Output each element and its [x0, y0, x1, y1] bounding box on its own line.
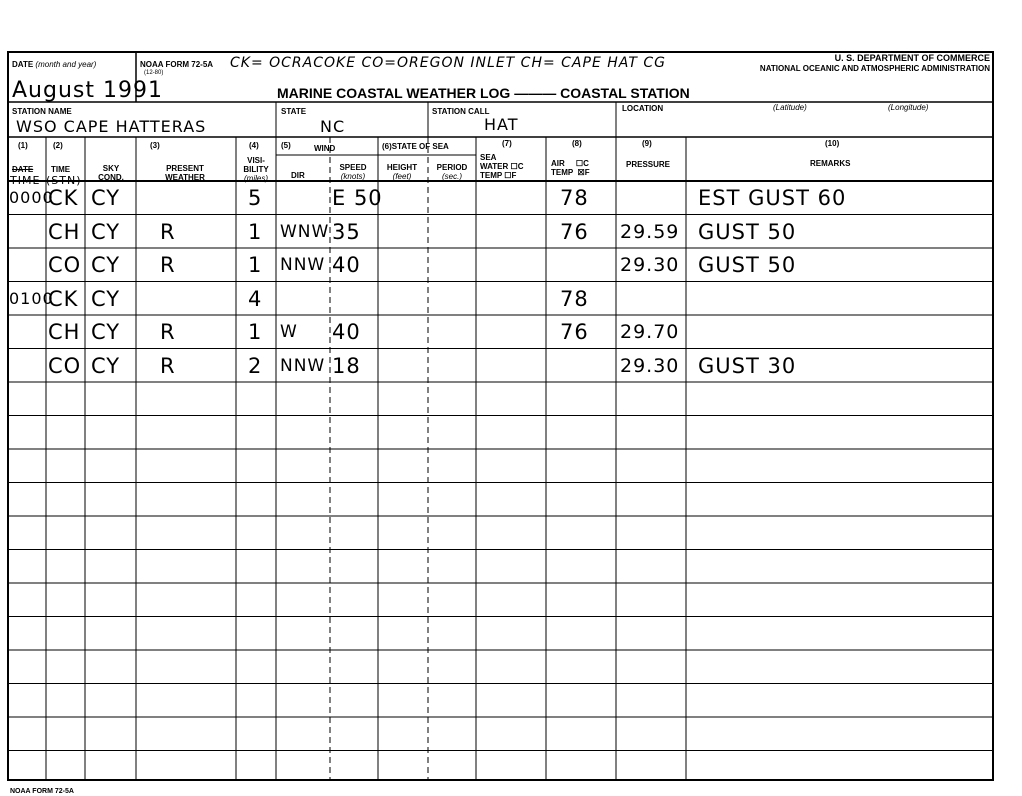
air-temp-cell: 76: [560, 219, 589, 244]
station-cell: CK: [48, 186, 79, 210]
air-temp-cell: 76: [560, 320, 589, 344]
station-codes: CK= OCRACOKE CO=OREGON INLET CH= CAPE HAT CG: [230, 55, 666, 71]
date-struck: DATE: [12, 165, 34, 174]
pressure-cell: 29.59: [620, 220, 680, 243]
dept-line2: NATIONAL OCEANIC AND ATMOSPHERIC ADMINISTRATION: [759, 64, 990, 73]
station-call: HAT: [484, 115, 519, 134]
visibility-cell: 1: [248, 320, 263, 344]
time-cell: 0100: [9, 288, 54, 308]
station-cell: CH: [48, 219, 81, 244]
remarks-cell: GUST 50: [698, 253, 797, 277]
sea-water-temp-label: SEA WATER ☐C TEMP ☐F: [480, 153, 524, 180]
form-label: NOAA FORM 72-5A: [140, 60, 214, 69]
dir-label: DIR: [291, 171, 305, 180]
pressure-cell: 29.30: [620, 354, 680, 377]
wind-dir-cell: NNW: [280, 255, 326, 275]
footer-form-id: NOAA FORM 72-5A: [10, 788, 74, 795]
visibility-cell: 2: [248, 353, 263, 378]
remarks-cell: GUST 50: [698, 219, 797, 244]
col1-num: (1): [18, 141, 28, 150]
col10-num: (10): [825, 139, 840, 148]
wind-speed-cell: E 50: [332, 186, 383, 210]
wind-dir-cell: NNW: [280, 355, 326, 376]
col7-num: (7): [502, 139, 512, 148]
col6-label: (6)STATE OF SEA: [382, 142, 449, 151]
sky-cell: CY: [91, 253, 121, 277]
location-label: LOCATION: [622, 104, 664, 113]
time-hand: TIME: [10, 174, 41, 187]
weather-cell: R: [160, 253, 176, 277]
present-weather-label: PRESENT WEATHER: [165, 164, 205, 182]
latitude-label: (Latitude): [773, 103, 807, 112]
station-name: WSO CAPE HATTERAS: [16, 117, 207, 136]
station-cell: CH: [48, 320, 81, 344]
form-date: (12-80): [144, 70, 164, 76]
remarks-label: REMARKS: [810, 159, 851, 168]
station-cell: CK: [48, 286, 79, 311]
air-temp-cell: 78: [560, 286, 589, 311]
date-value: August 1991: [12, 78, 163, 103]
date-label: DATE (month and year): [12, 60, 97, 69]
wind-speed-cell: 40: [332, 320, 361, 344]
weather-cell: R: [160, 219, 176, 244]
pressure-cell: 29.30: [620, 254, 680, 276]
wind-dir-cell: W: [280, 322, 298, 342]
station-cell: CO: [48, 353, 82, 378]
stn-hand: (STN): [46, 174, 82, 187]
sky-cell: CY: [91, 353, 121, 378]
col4-num: (4): [249, 141, 259, 150]
speed-label: SPEED (knots): [339, 163, 367, 181]
wind-dir-cell: WNW: [280, 221, 330, 242]
visibility-cell: 1: [248, 253, 263, 277]
period-label: PERIOD (sec.): [436, 163, 468, 181]
col5-num: (5): [281, 141, 291, 150]
remarks-cell: EST GUST 60: [698, 186, 847, 210]
station-call-label: STATION CALL: [432, 107, 490, 116]
station-name-label: STATION NAME: [12, 107, 72, 116]
visibility-cell: 5: [248, 186, 263, 210]
sky-cell: CY: [91, 320, 121, 344]
visibility-cell: 1: [248, 219, 263, 244]
wind-speed-cell: 35: [332, 219, 361, 244]
time-cell: 0000: [9, 188, 54, 207]
sky-cell: CY: [91, 186, 121, 210]
pressure-cell: 29.70: [620, 321, 680, 343]
col2-num: (2): [53, 141, 63, 150]
state-value: NC: [320, 117, 346, 136]
height-label: HEIGHT (feet): [386, 163, 418, 181]
air-temp-label: AIR ☐C TEMP ☒F: [551, 159, 590, 177]
visibility-label: VISI- BILITY (miles): [243, 156, 269, 183]
wind-speed-cell: 18: [332, 353, 361, 378]
air-temp-cell: 78: [560, 186, 589, 210]
weather-cell: R: [160, 320, 176, 344]
form-title: MARINE COASTAL WEATHER LOG ——— COASTAL STATION: [277, 85, 690, 101]
sky-cond-label: SKY COND.: [98, 164, 124, 182]
col3-num: (3): [150, 141, 160, 150]
wind-label: WIND: [314, 144, 336, 153]
time-label: TIME: [51, 165, 71, 174]
longitude-label: (Longitude): [888, 103, 929, 112]
sky-cell: CY: [91, 219, 121, 244]
state-label: STATE: [281, 107, 307, 116]
station-cell: CO: [48, 253, 82, 277]
wind-speed-cell: 40: [332, 253, 361, 277]
pressure-label: PRESSURE: [626, 160, 671, 169]
remarks-cell: GUST 30: [698, 353, 797, 378]
col8-num: (8): [572, 139, 582, 148]
col9-num: (9): [642, 139, 652, 148]
visibility-cell: 4: [248, 286, 263, 311]
weather-cell: R: [160, 353, 176, 378]
dept-line1: U. S. DEPARTMENT OF COMMERCE: [834, 53, 990, 63]
sky-cell: CY: [91, 286, 121, 311]
